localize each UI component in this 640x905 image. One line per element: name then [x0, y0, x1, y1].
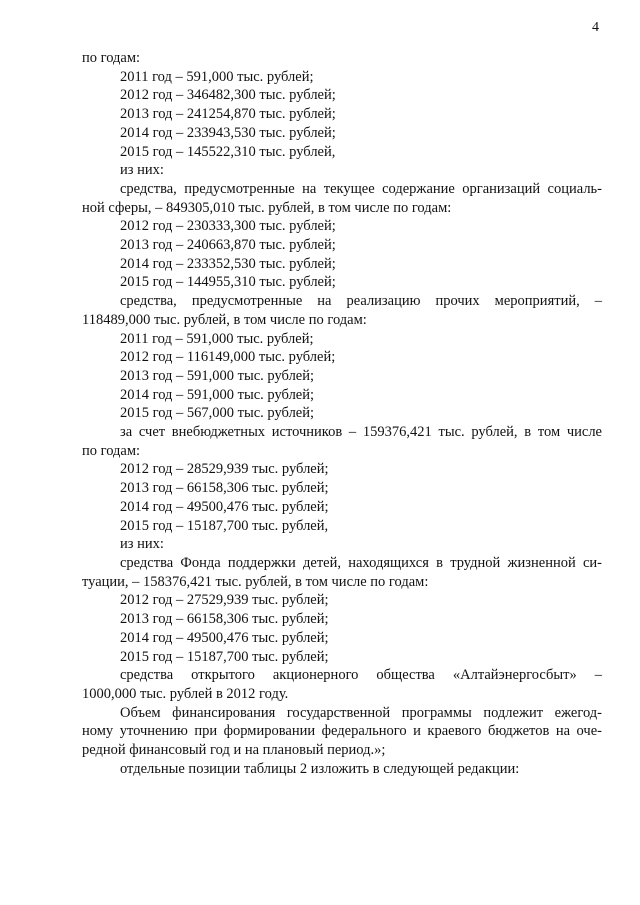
- text-line: 2014 год – 49500,476 тыс. рублей;: [120, 629, 329, 646]
- text-line: средства, предусмотренные на текущее содержание организаций социаль-: [120, 180, 602, 197]
- text-line: 2014 год – 591,000 тыс. рублей;: [120, 386, 315, 403]
- text-line: 2013 год – 241254,870 тыс. рублей;: [120, 106, 336, 123]
- text-line: по годам:: [82, 442, 141, 459]
- text-line: туации, – 158376,421 тыс. рублей, в том числе по годам:: [82, 573, 429, 590]
- text-line: 2015 год – 144955,310 тыс. рублей;: [120, 274, 336, 291]
- text-line: средства Фонда поддержки детей, находящихся в трудной жизненной си-: [120, 554, 602, 571]
- document-body: [82, 49, 602, 778]
- text-line: 2014 год – 233943,530 тыс. рублей;: [120, 124, 336, 141]
- text-line: отдельные позиции таблицы 2 изложить в следующей редакции:: [120, 760, 520, 777]
- text-line: редной финансовый год и на плановый период.»;: [82, 742, 386, 759]
- text-line: средства открытого акционерного общества «Алтайэнергосбыт» –: [120, 667, 602, 684]
- text-line: 2011 год – 591,000 тыс. рублей;: [120, 330, 314, 347]
- text-line: из них:: [120, 162, 164, 179]
- text-line: 2013 год – 66158,306 тыс. рублей;: [120, 611, 329, 628]
- text-line: 2012 год – 346482,300 тыс. рублей;: [120, 87, 336, 104]
- text-line: 2011 год – 591,000 тыс. рублей;: [120, 68, 314, 85]
- text-line: 2012 год – 28529,939 тыс. рублей;: [120, 461, 329, 478]
- text-line: 2014 год – 233352,530 тыс. рублей;: [120, 255, 336, 272]
- text-line: 1000,000 тыс. рублей в 2012 году.: [82, 685, 289, 702]
- text-line: 2012 год – 116149,000 тыс. рублей;: [120, 349, 336, 366]
- text-line: 2013 год – 240663,870 тыс. рублей;: [120, 237, 336, 254]
- text-line: 118489,000 тыс. рублей, в том числе по годам:: [82, 311, 367, 328]
- text-line: Объем финансирования государственной программы подлежит ежегод-: [120, 704, 602, 721]
- text-line: из них:: [120, 536, 164, 553]
- text-line: 2012 год – 27529,939 тыс. рублей;: [120, 592, 329, 609]
- text-line: за счет внебюджетных источников – 159376,421 тыс. рублей, в том числе: [120, 424, 602, 441]
- text-line: 2013 год – 591,000 тыс. рублей;: [120, 367, 315, 384]
- page-number: 4: [592, 20, 599, 35]
- text-line: ному уточнению при формировании федерального и краевого бюджетов на оче-: [82, 723, 602, 740]
- text-line: 2013 год – 66158,306 тыс. рублей;: [120, 480, 329, 497]
- text-line: 2015 год – 145522,310 тыс. рублей,: [120, 143, 336, 160]
- text-line: 2015 год – 15187,700 тыс. рублей,: [120, 517, 329, 534]
- text-line: 2015 год – 567,000 тыс. рублей;: [120, 405, 315, 422]
- text-line: ной сферы, – 849305,010 тыс. рублей, в том числе по годам:: [82, 199, 452, 216]
- text-line: 2012 год – 230333,300 тыс. рублей;: [120, 218, 336, 235]
- text-line: средства, предусмотренные на реализацию прочих мероприятий, –: [120, 293, 602, 310]
- text-line: 2014 год – 49500,476 тыс. рублей;: [120, 498, 329, 515]
- text-line: 2015 год – 15187,700 тыс. рублей;: [120, 648, 329, 665]
- text-line: по годам:: [82, 50, 141, 66]
